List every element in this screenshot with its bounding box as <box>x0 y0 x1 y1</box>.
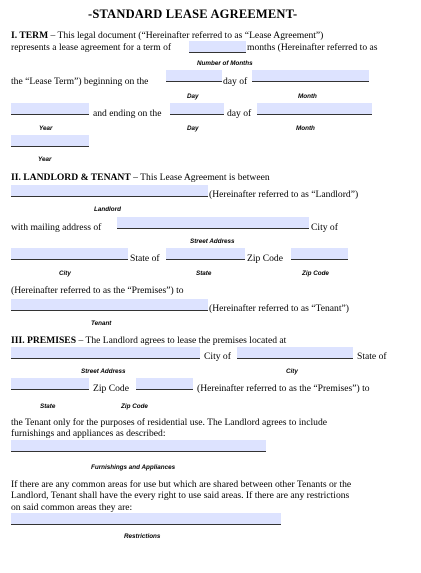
premises-para1-line2: furnishings and appliances as described: <box>11 428 166 439</box>
term-line-1 <box>11 30 323 42</box>
landlord-name-field[interactable] <box>11 185 208 197</box>
landlord-tenant-line-4a: State of <box>130 253 160 264</box>
premises-heading: III. PREMISES <box>11 335 77 346</box>
landlord-tenant-line-2: (Hereinafter referred to as “Landlord”) <box>209 189 359 200</box>
term-line-2a: represents a lease agreement for a term of <box>11 42 172 53</box>
premises-para1-line1: the Tenant only for the purposes of residential use. The Landlord agrees to include <box>11 417 328 428</box>
caption-state: State <box>196 270 212 277</box>
term-start-month-field[interactable] <box>252 70 369 82</box>
premises-para2-line1: If there are any common areas for use but which are shared between other Tenants or the <box>11 479 352 490</box>
term-line-4b: day of <box>227 108 252 119</box>
caption-premises-state: State <box>40 403 56 410</box>
restrictions-field[interactable] <box>11 513 281 525</box>
premises-para2-line3: on said common areas they are: <box>11 502 133 513</box>
premises-state-field[interactable] <box>11 378 89 390</box>
landlord-zip-field[interactable] <box>291 248 348 260</box>
premises-zip-field[interactable] <box>136 378 193 390</box>
caption-start-year: Year <box>39 125 53 132</box>
landlord-state-field[interactable] <box>166 248 245 260</box>
caption-start-day: Day <box>187 93 199 100</box>
caption-end-day: Day <box>187 125 199 132</box>
premises-line-1-text: – The Landlord agrees to lease the premises located at <box>76 335 287 346</box>
caption-restrictions: Restrictions <box>124 533 161 540</box>
term-line-3a: the “Lease Term”) beginning on the <box>11 76 149 87</box>
term-line-4a: and ending on the <box>93 108 162 119</box>
furnishings-field[interactable] <box>11 440 266 452</box>
term-start-year-field[interactable] <box>11 103 89 115</box>
caption-premises-zip: Zip Code <box>121 403 148 410</box>
landlord-tenant-line-3a: with mailing address of <box>11 222 102 233</box>
premises-line-2b: State of <box>357 351 387 362</box>
premises-line-2a: City of <box>204 351 231 362</box>
landlord-street-field[interactable] <box>117 217 309 229</box>
term-line-2b: months (Hereinafter referred to as <box>247 42 378 53</box>
term-end-year-field[interactable] <box>11 135 89 147</box>
landlord-tenant-line-1-text: – This Lease Agreement is between <box>130 172 270 183</box>
landlord-city-field[interactable] <box>11 248 128 260</box>
term-months-field[interactable] <box>189 41 246 53</box>
caption-city: City <box>59 270 71 277</box>
landlord-tenant-line-6: (Hereinafter referred to as “Tenant”) <box>209 303 349 314</box>
caption-landlord: Landlord <box>94 206 121 213</box>
landlord-tenant-line-1 <box>11 172 270 184</box>
caption-furnishings: Furnishings and Appliances <box>91 464 176 471</box>
caption-premises-street: Street Address <box>81 368 126 375</box>
caption-end-year: Year <box>38 156 52 163</box>
term-line-3b: day of <box>223 76 248 87</box>
caption-premises-city: City <box>286 368 298 375</box>
premises-line-3a: Zip Code <box>93 383 129 394</box>
tenant-name-field[interactable] <box>11 299 208 311</box>
landlord-tenant-line-4b: Zip Code <box>247 253 283 264</box>
caption-zip-code: Zip Code <box>302 270 329 277</box>
landlord-tenant-line-3b: City of <box>311 222 338 233</box>
landlord-tenant-line-5: (Hereinafter referred to as the “Premises”) to <box>11 285 184 296</box>
caption-end-month: Month <box>296 125 315 132</box>
premises-city-field[interactable] <box>237 347 353 359</box>
term-line-1-text: – This legal document (“Hereinafter referred to as “Lease Agreement”) <box>48 30 324 41</box>
caption-street-address: Street Address <box>190 238 235 245</box>
caption-tenant: Tenant <box>91 320 112 327</box>
premises-street-field[interactable] <box>11 347 200 359</box>
term-start-day-field[interactable] <box>166 70 222 82</box>
term-heading: I. TERM <box>11 30 49 41</box>
term-end-month-field[interactable] <box>257 103 372 115</box>
caption-start-month: Month <box>298 93 317 100</box>
landlord-tenant-heading: II. LANDLORD & TENANT <box>11 172 131 183</box>
premises-para2-line2: Landlord, Tenant shall have the every right to use said areas. If there are any restrictions <box>11 490 350 501</box>
premises-line-3b: (Hereinafter referred to as the “Premises”) to <box>197 383 370 394</box>
document-title: -STANDARD LEASE AGREEMENT- <box>88 7 298 21</box>
premises-line-1 <box>11 335 286 347</box>
caption-number-of-months: Number of Months <box>197 60 253 67</box>
term-end-day-field[interactable] <box>170 103 224 115</box>
